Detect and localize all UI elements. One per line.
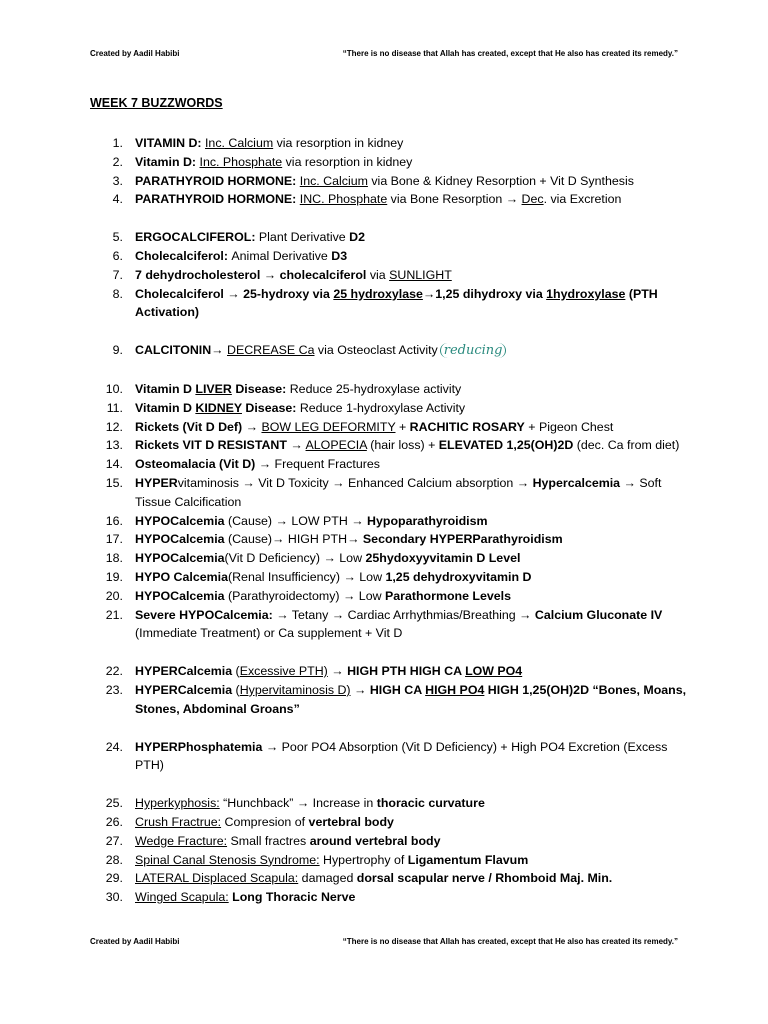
list-item-number: 30. [105,890,123,905]
list-item-number: 18. [105,551,123,566]
list-item-text: → Tetany → Cardiac Arrhythmias/Breathing → [272,607,535,622]
list-item-text: → Frequent Fractures [255,457,380,472]
footer-author: Created by Aadil Habibi [90,937,180,946]
list-item-text: PARATHYROID HORMONE: [135,192,300,207]
list-item [90,794,690,813]
handwritten-annotation: reducing [440,343,507,358]
list-item-text: Plant Derivative [258,230,350,245]
list-item-text: Dec [521,192,544,207]
list-item-number: 22. [105,664,123,679]
header-author: Created by Aadil Habibi [90,49,180,58]
list-item-text: PARATHYROID HORMONE: [135,173,300,188]
list-item-text: dorsal scapular nerve / Rhomboid Maj. Min. [356,871,613,886]
list-item [90,380,690,399]
list-item-text: SUNLIGHT [389,267,452,282]
list-item-number: 16. [105,513,123,528]
list-item [90,228,690,247]
list-item-text: (hair loss) + [366,438,439,453]
list-item [90,851,690,870]
list-item [90,832,690,851]
list-item-text: HYPERCalcemia [135,682,233,697]
buzzword-list [90,134,690,907]
list-item-text: via Bone Resorption → [387,192,522,207]
list-item [90,436,690,455]
list-item-text: ELEVATED 1,25(OH)2D [438,438,574,453]
list-item-text: LOW PO4 [465,664,523,679]
list-item [90,888,690,907]
list-item-text: (Immediate Treatment) or Ca supplement + Vit D [135,626,403,641]
group-spacer [90,209,690,228]
list-item-text: Hypoparathyroidism [367,513,488,528]
list-item-text: HYPOCalcemia [135,532,225,547]
list-item-text: → [286,438,306,453]
list-item-text: via resorption in kidney [282,154,413,169]
list-item-text: Cholecalciferol → 25-hydroxy via [135,286,334,301]
header-quote: “There is no disease that Allah has created, except that He also has created its remedy.” [342,49,678,58]
list-item-text: D3 [331,248,348,263]
list-item-number: 26. [105,814,123,829]
list-item-text: HYPO Calcemia [135,569,228,584]
list-item-text: (Vit D Deficiency) → Low [224,551,366,566]
list-item-text: Cholecalciferol: [135,248,232,263]
list-item-text: + Pigeon Chest [524,419,614,434]
list-item-text: 1hydroxylase [546,286,626,301]
list-item-text: INC. Phosphate [299,192,388,207]
list-item-number: 6. [112,248,123,263]
footer-quote: “There is no disease that Allah has created, except that He also has created its remedy.” [342,937,678,946]
document-title: WEEK 7 BUZZWORDS [90,96,223,110]
list-item-text: Compresion of [221,814,309,829]
list-item-text: 25hydoxyyvitamin D Level [365,551,521,566]
list-item-text: HIGH 1,25(OH)2D “Bones, Moans, Stones, Abdominal Groans” [135,682,687,716]
list-item-text: Calcium Gluconate IV [534,607,663,622]
list-item-text: vertebral body [308,814,394,829]
list-item-text: Hyperkyphosis: [135,796,220,811]
list-item-text: Long Thoracic Nerve [232,890,356,905]
list-item-number: 14. [105,457,123,472]
page-footer [90,937,678,946]
list-item-text: →1,25 dihydroxy via [422,286,547,301]
list-item-text: (Cause) → LOW PTH → [224,513,368,528]
list-item-number: 19. [105,569,123,584]
list-item-text: CALCITONIN→ [135,343,228,358]
list-item-number: 20. [105,588,123,603]
list-item-number: 21. [105,607,123,622]
list-item-text: VITAMIN D: [135,136,205,150]
list-item-text: Animal Derivative [231,248,332,263]
list-item-text: Ligamentum Flavum [407,852,529,867]
list-item-text: Hypertrophy of [319,852,408,867]
list-item [90,153,690,172]
list-item-text: Inc. Calcium [299,173,368,188]
list-item-text: Parathormone Levels [384,588,512,603]
list-item-text: Excessive PTH) [239,664,328,679]
list-item-text: → [242,419,262,434]
list-item-text: KIDNEY [195,400,242,415]
list-item-number: 9. [112,343,123,358]
list-item-text: Crush Fractrue: [135,814,222,829]
list-item-number: 7. [112,267,123,282]
group-spacer [90,361,690,380]
list-item [90,738,690,776]
list-item-text: Vitamin D [135,400,196,415]
list-item-number: 11. [106,400,123,415]
group-spacer [90,719,690,738]
list-item-number: 13. [105,438,123,453]
list-item-text: around vertebral body [309,833,441,848]
list-item-text: Inc. Phosphate [199,154,283,169]
list-item-text: Reduce 1-hydroxylase Activity [299,400,466,415]
list-item-text: ( [232,682,240,697]
list-item-text: Vitamin D: [135,154,200,169]
list-item-text: Osteomalacia (Vit D) [135,457,256,472]
list-item-text: 25 hydroxylase [333,286,423,301]
list-item-text: DECREASE Ca [227,343,315,358]
list-item [90,172,690,191]
list-item [90,341,690,361]
list-item-number: 15. [105,475,123,490]
list-item-text: ALOPECIA [305,438,367,453]
group-spacer [90,643,690,662]
list-item [90,455,690,474]
list-item-text: 7 dehydrocholesterol → cholecalciferol [135,267,367,282]
list-item-text: + [395,419,410,434]
list-item-text: via resorption in kidney [273,136,404,150]
list-item-text: Disease: [241,400,300,415]
list-item [90,474,690,512]
list-item-number: 8. [112,286,123,301]
list-item-number: 3. [112,173,123,188]
list-item-text: HYPERPhosphatemia [135,739,263,754]
list-item [90,568,690,587]
list-item-text: thoracic curvature [376,796,485,811]
list-item-text: Rickets VIT D RESISTANT [135,438,287,453]
page-header [90,49,678,58]
list-item-text: via Bone & Kidney Resorption + Vit D Synthesis [367,173,634,188]
list-item-text: (PTH Activation) [135,286,658,320]
list-item-text: Wedge Fracture: [135,833,228,848]
list-item [90,549,690,568]
list-item-text: BOW LEG DEFORMITY [261,419,396,434]
list-item-text: HYPERCalcemia [135,664,233,679]
list-item [90,190,690,209]
list-item-number: 10. [105,381,123,396]
list-item-text: → [350,682,370,697]
list-item-text: → Soft Tissue Calcification [135,475,662,509]
list-item-text: Hypercalcemia [532,475,621,490]
list-item [90,606,690,644]
list-item-text: (dec. Ca from diet) [573,438,680,453]
list-item-number: 2. [112,154,123,169]
list-item-text: → [327,664,348,679]
list-item-text: via [366,267,390,282]
list-item-text: Disease: [231,381,290,396]
list-item-number: 17. [105,532,123,547]
list-item [90,587,690,606]
list-item [90,662,690,681]
list-item-number: 27. [105,833,123,848]
list-item-text: HYPOCalcemia [135,588,225,603]
list-item [90,530,690,549]
list-item [90,247,690,266]
list-item-text: 1,25 dehydroxyvitamin D [385,569,532,584]
list-item-text: LATERAL Displaced Scapula: [135,871,299,886]
list-item-text: “Hunchback” → Increase in [219,796,377,811]
list-item-number: 23. [105,682,123,697]
list-item-text: (Parathyroidectomy) → Low [224,588,385,603]
list-item [90,681,690,719]
list-item [90,285,690,323]
list-item [90,134,690,153]
list-item-text: LIVER [195,381,232,396]
list-item-number: 4. [112,192,123,207]
list-item-number: 29. [105,871,123,886]
list-item-text: Winged Scapula: [135,890,229,905]
list-item [90,869,690,888]
group-spacer [90,775,690,794]
list-item-number: 1. [112,136,123,150]
list-item-text: ( [232,664,240,679]
list-item-number: 28. [105,852,123,867]
list-item-text: HIGH PO4 [425,682,485,697]
list-item-text: HYPOCalcemia [135,513,225,528]
list-item-text: vitaminosis → Vit D Toxicity → Enhanced Calcium absorption → [177,475,533,490]
list-item-number: 24. [105,739,123,754]
list-item-number: 12. [105,419,123,434]
list-item-text: Secondary HYPERParathyroidism [362,532,563,547]
list-item-text: Small fractres [227,833,310,848]
list-item [90,418,690,437]
list-item-text: Vitamin D [135,381,196,396]
list-item-text: Reduce 25-hydroxylase activity [289,381,462,396]
list-item-text: damaged [298,871,357,886]
list-item-text: HIGH PTH HIGH CA [347,664,466,679]
list-item [90,512,690,531]
list-item-text: . via Excretion [543,192,622,207]
list-item [90,266,690,285]
list-item [90,813,690,832]
group-spacer [90,322,690,341]
list-item-text: Hypervitaminosis D) [239,682,351,697]
list-item-text: → Poor PO4 Absorption (Vit D Deficiency) + High PO4 Excretion (Excess PTH) [135,739,668,773]
list-item-text: Spinal Canal Stenosis Syndrome: [135,852,320,867]
list-item-text: Rickets (Vit D Def) [135,419,243,434]
list-item-text: via Osteoclast Activity [314,343,438,358]
list-item-text: (Cause)→ HIGH PTH→ [224,532,363,547]
list-item-text: ERGOCALCIFEROL: [135,230,259,245]
list-item-number: 25. [105,796,123,811]
list-item-text: HIGH CA [369,682,426,697]
list-item-text: Inc. Calcium [204,136,274,150]
list-item-text: (Renal Insufficiency) → Low [227,569,386,584]
list-item-text: Severe HYPOCalcemia: [135,607,273,622]
list-item-number: 5. [112,230,123,245]
list-item-text: HYPER [135,475,178,490]
list-item [90,399,690,418]
list-item-text: D2 [349,230,365,245]
list-item-text: HYPOCalcemia [135,551,225,566]
list-item-text: RACHITIC ROSARY [409,419,525,434]
